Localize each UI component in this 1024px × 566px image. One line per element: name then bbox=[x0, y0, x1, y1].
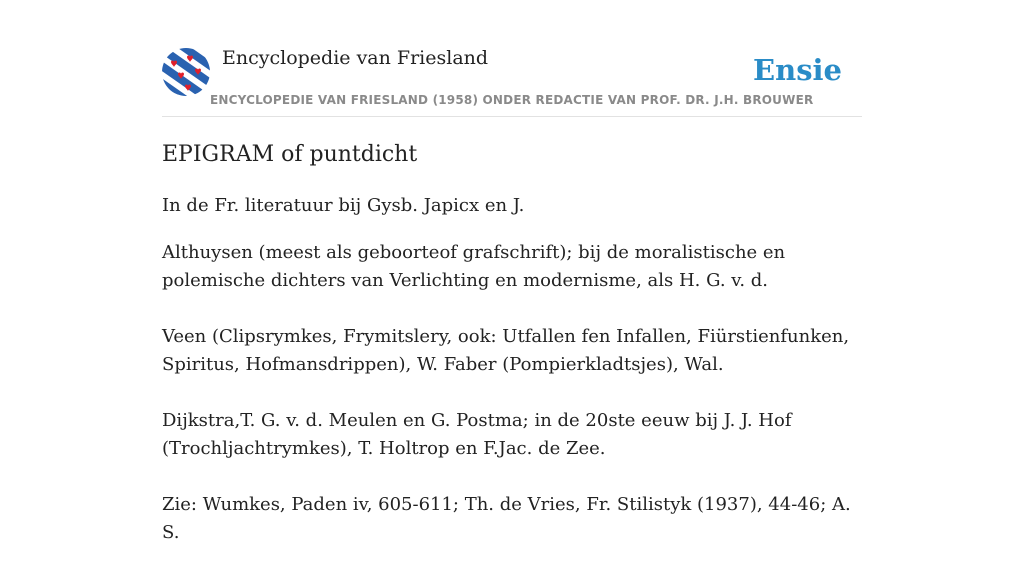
article bbox=[162, 140, 862, 566]
site-subtitle: ENCYCLOPEDIE VAN FRIESLAND (1958) ONDER REDACTIE VAN PROF. DR. J.H. BROUWER bbox=[210, 93, 814, 107]
article-paragraph: Veen (Clipsrymkes, Frymitslery, ook: Utfallen fen Infallen, Fiürstienfunken, Spiritus, Hofmansdrippen), W. Faber (Pompierkladtsjes), Wal. bbox=[162, 326, 850, 375]
article-paragraph: In de Fr. literatuur bij Gysb. Japicx en J. bbox=[162, 195, 525, 216]
frisian-flag-icon[interactable] bbox=[162, 48, 210, 96]
site-header bbox=[162, 46, 862, 117]
article-paragraph: Althuysen (meest als geboorteof grafschrift); bij de moralistische en polemische dichters van Verlichting en modernisme, als H. G. v. d. bbox=[162, 242, 786, 291]
article-paragraph: Zie: Wumkes, Paden iv, 605-611; Th. de Vries, Fr. Stilistyk (1937), 44-46; A. S. bbox=[162, 494, 851, 543]
site-title[interactable]: Encyclopedie van Friesland bbox=[222, 47, 489, 69]
article-title: EPIGRAM of puntdicht bbox=[162, 142, 418, 167]
article-paragraph: Dijkstra,T. G. v. d. Meulen en G. Postma; in de 20ste eeuw bij J. J. Hof (Trochljachtrymkes), T. Holtrop en F.Jac. de Zee. bbox=[162, 410, 792, 459]
brand-logo[interactable]: Ensie bbox=[753, 53, 842, 87]
